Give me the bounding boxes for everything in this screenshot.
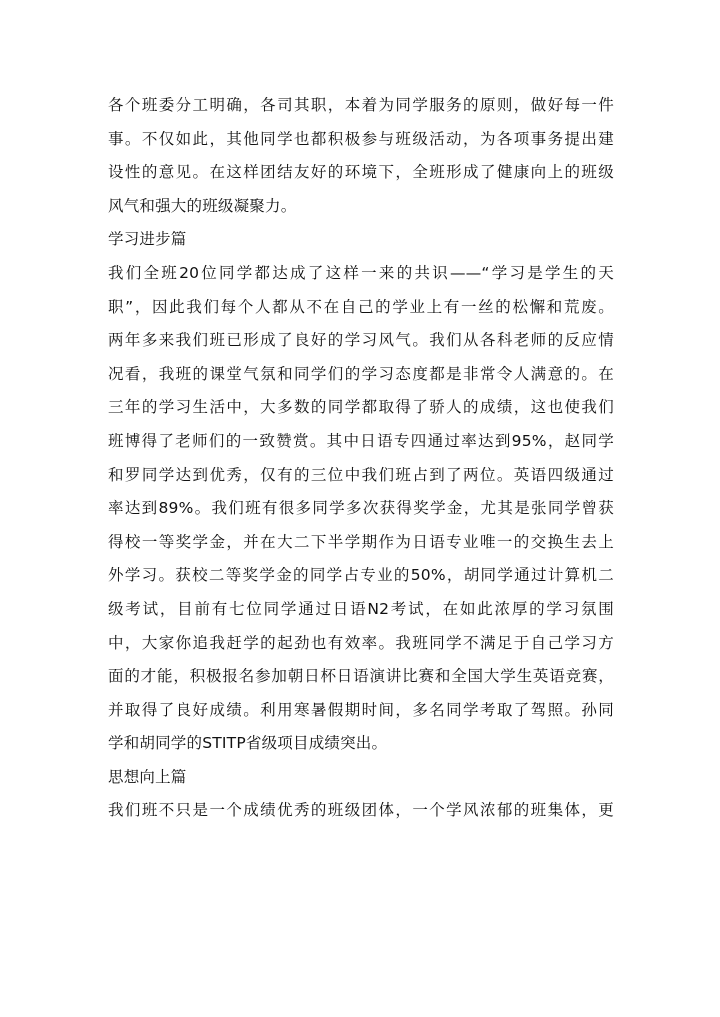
paragraph-line: 率达到89%。我们班有很多同学多次获得奖学金，尤其是张同学曾获 — [108, 499, 614, 518]
paragraph-line: 事。不仅如此，其他同学也都积极参与班级活动，为各项事务提出建 — [108, 129, 614, 148]
paragraph-line: 并取得了良好成绩。利用寒暑假期时间，多名同学考取了驾照。孙同 — [108, 700, 614, 719]
paragraph-line: 两年多来我们班已形成了良好的学习风气。我们从各科老师的反应情 — [108, 331, 614, 350]
paragraph-line: 况看，我班的课堂气氛和同学们的学习态度都是非常令人满意的。在 — [108, 364, 614, 383]
paragraph-line: 三年的学习生活中，大多数的同学都取得了骄人的成绩，这也使我们 — [108, 398, 614, 417]
paragraph-line: 中，大家你追我赶学的起劲也有效率。我班同学不满足于自己学习方 — [108, 633, 614, 652]
section-heading-ideology: 思想向上篇 — [108, 767, 187, 786]
paragraph-line: 各个班委分工明确，各司其职，本着为同学服务的原则，做好每一件 — [108, 96, 614, 114]
paragraph-line: 得校一等奖学金，并在大二下半学期作为日语专业唯一的交换生去上 — [108, 532, 614, 551]
paragraph-line: 我们全班20位同学都达成了这样一来的共识——“学习是学生的天 — [108, 263, 614, 282]
paragraph-line: 设性的意见。在这样团结友好的环境下，全班形成了健康向上的班级 — [108, 163, 614, 182]
paragraph-line: 学和胡同学的STITP省级项目成绩突出。 — [108, 734, 388, 753]
paragraph-line: 级考试，目前有七位同学通过日语N2考试，在如此浓厚的学习氛围 — [108, 599, 614, 618]
paragraph-line: 面的才能，积极报名参加朝日杯日语演讲比赛和全国大学生英语竞赛， — [108, 667, 614, 686]
paragraph-line: 外学习。获校二等奖学金的同学占专业的50%，胡同学通过计算机二 — [108, 566, 614, 585]
paragraph-line: 风气和强大的班级凝聚力。 — [108, 196, 297, 215]
paragraph-line: 我们班不只是一个成绩优秀的班级团体，一个学风浓郁的班集体，更 — [108, 801, 614, 820]
paragraph-line: 和罗同学达到优秀，仅有的三位中我们班占到了两位。英语四级通过 — [108, 465, 614, 484]
document-page — [108, 89, 614, 828]
section-heading-study-progress: 学习进步篇 — [108, 230, 187, 249]
paragraph-line: 班博得了老师们的一致赞赏。其中日语专四通过率达到95%，赵同学 — [108, 431, 614, 450]
paragraph-line: 职”，因此我们每个人都从不在自己的学业上有一丝的松懈和荒废。 — [108, 297, 614, 316]
